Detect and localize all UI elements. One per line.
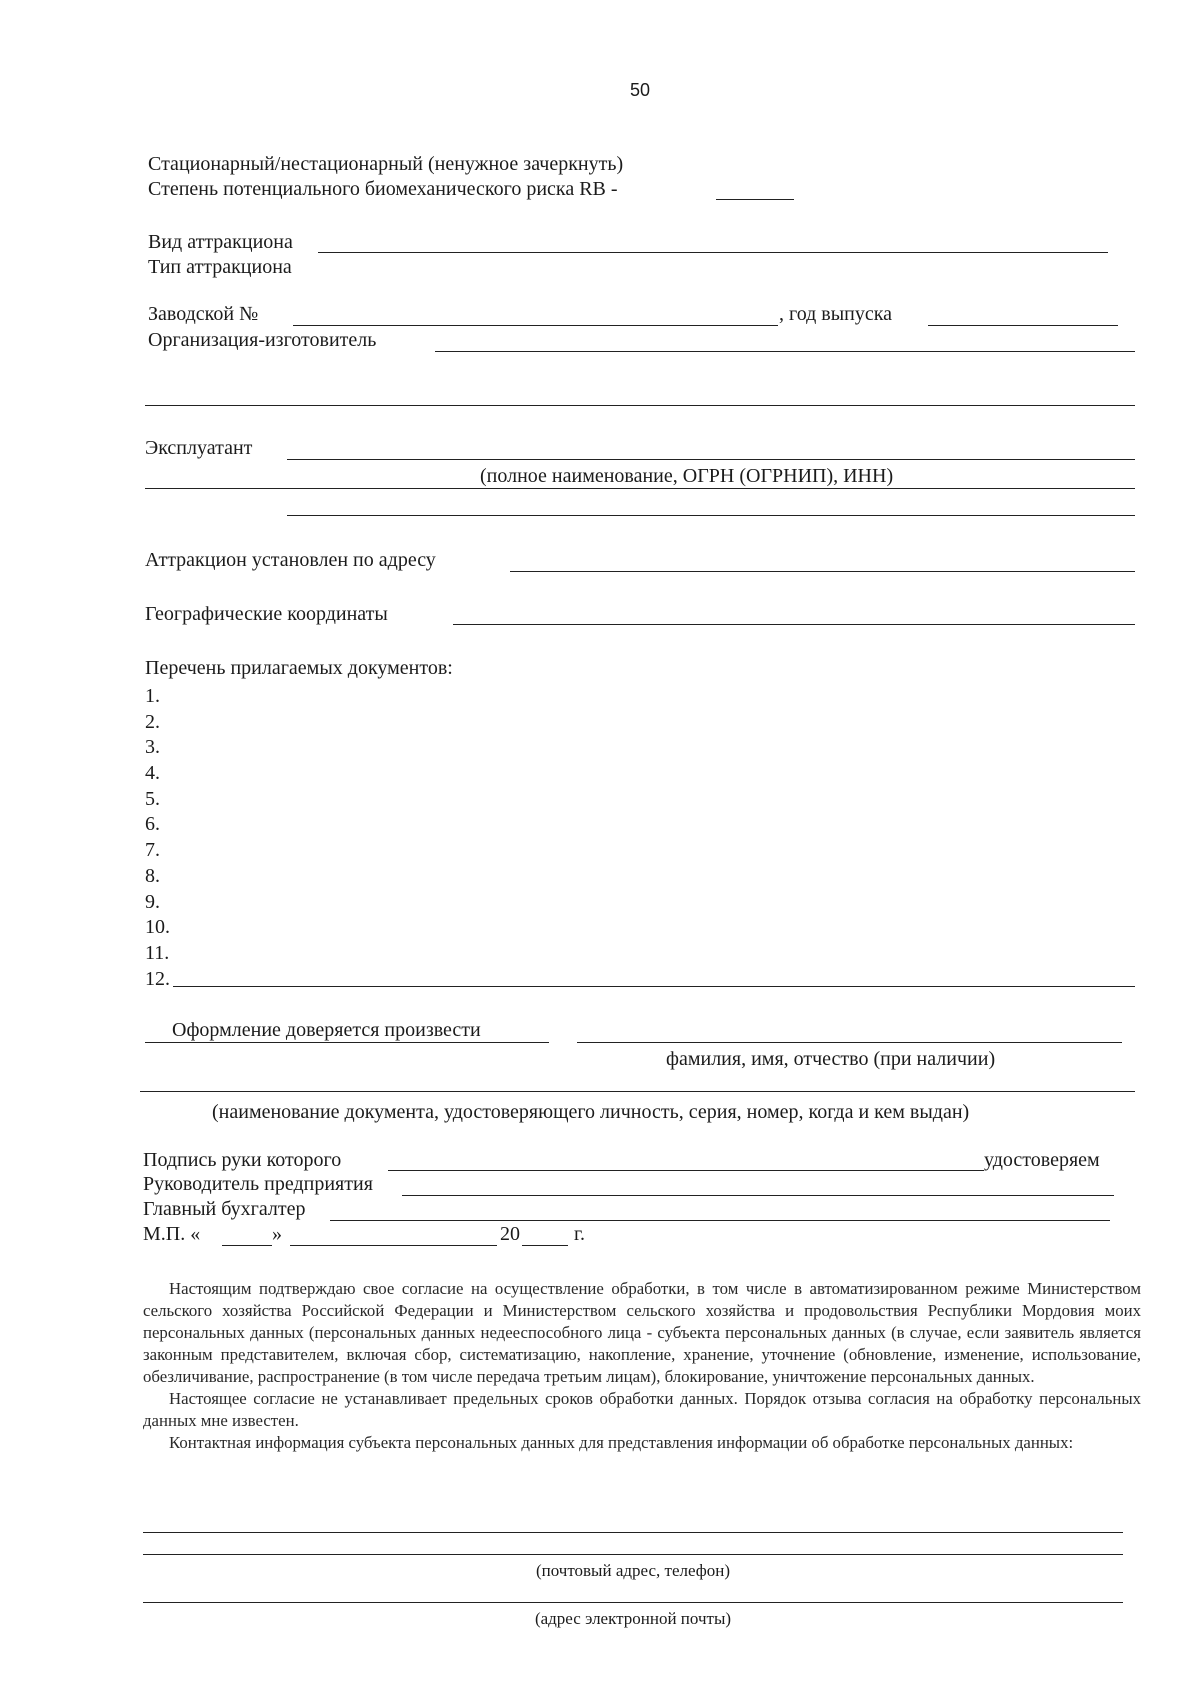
serial-number-label: Заводской № [148, 303, 259, 325]
day-field[interactable] [222, 1245, 272, 1246]
email-caption: (адрес электронной почты) [534, 1609, 732, 1628]
ride-kind-field[interactable] [318, 252, 1108, 253]
operator-field[interactable] [287, 459, 1135, 460]
list-item: 1. [145, 685, 160, 707]
month-field[interactable] [290, 1245, 497, 1246]
accountant-label: Главный бухгалтер [143, 1198, 306, 1220]
list-item: 6. [145, 813, 160, 836]
coordinates-field[interactable] [453, 624, 1135, 625]
delegate-name-field[interactable] [577, 1042, 1122, 1043]
certify-label: удостоверяем [984, 1149, 1100, 1171]
contact-field-2[interactable] [143, 1554, 1123, 1555]
manufacturer-field-extra[interactable] [145, 405, 1135, 406]
ride-type-label: Тип аттракциона [148, 256, 292, 278]
risk-degree-label: Степень потенциального биомеханического риска RB - [148, 178, 618, 200]
operator-field-line2[interactable] [145, 488, 1135, 489]
manufacturer-label: Организация-изготовитель [148, 329, 377, 351]
ride-kind-label: Вид аттракциона [148, 231, 293, 253]
year-suffix-label: г. [574, 1223, 585, 1245]
director-label: Руководитель предприятия [143, 1173, 373, 1195]
list-item: 10. [145, 916, 170, 939]
list-item: 12. [145, 967, 170, 990]
delegation-label: Оформление доверяется произвести [172, 1019, 481, 1041]
list-item: 9. [145, 890, 160, 913]
list-item: 8. [145, 864, 160, 887]
risk-degree-field[interactable] [716, 199, 794, 200]
seal-label: М.П. « [143, 1223, 201, 1245]
list-item: 2. [145, 710, 160, 733]
identity-document-field[interactable] [140, 1091, 1135, 1092]
operator-caption: (полное наименование, ОГРН (ОГРНИП), ИНН) [480, 465, 894, 487]
documents-title: Перечень прилагаемых документов: [145, 657, 453, 679]
consent-paragraph-1: Настоящим подтверждаю свое согласие на осуществление обработки, в том числе в автоматизированном режиме Министерством сельского хозяйства Российской Федерации и Министерством сельского хозяйства и продовольствия Республики Мордовия моих персональных данных (персональных данных недееспособного лица - субъекта персональных данных (в случае, если заявитель является законным представителем, включая сбор, систематизацию, накопление, хранение, уточнение (обновление, изменение, использование, обезличивание, распространение (в том числе передача третьим лицам), блокирование, уничтожение персональных данных. [143, 1279, 1141, 1386]
identity-document-caption: (наименование документа, удостоверяющего личность, серия, номер, когда и кем выдан) [212, 1101, 970, 1123]
list-item: 4. [145, 762, 160, 785]
address-field[interactable] [510, 571, 1135, 572]
document-12-field[interactable] [173, 986, 1135, 987]
list-item: 5. [145, 787, 160, 810]
consent-paragraph-2: Настоящее согласие не устанавливает предельных сроков обработки данных. Порядок отзыва согласия на обработку персональных данных мне известен. [143, 1389, 1141, 1430]
list-item: 11. [145, 941, 170, 964]
documents-list [145, 684, 170, 992]
address-label: Аттракцион установлен по адресу [145, 549, 436, 571]
consent-text [143, 1278, 1141, 1454]
manufacturer-field[interactable] [435, 351, 1135, 352]
page-number: 50 [630, 80, 651, 100]
accountant-field[interactable] [330, 1220, 1110, 1221]
email-field[interactable] [143, 1602, 1123, 1603]
signature-field[interactable] [388, 1170, 984, 1171]
serial-number-field[interactable] [293, 325, 778, 326]
coordinates-label: Географические координаты [145, 603, 388, 625]
year-prefix: 20 [500, 1223, 520, 1245]
signature-label: Подпись руки которого [143, 1149, 342, 1171]
stationary-line: Стационарный/нестационарный (ненужное зачеркнуть) [148, 153, 624, 175]
director-field[interactable] [402, 1195, 1114, 1196]
year-label: , год выпуска [779, 303, 893, 325]
year-field[interactable] [928, 325, 1118, 326]
list-item: 3. [145, 736, 160, 759]
postal-caption: (почтовый адрес, телефон) [535, 1561, 731, 1580]
consent-paragraph-3: Контактная информация субъекта персональных данных для представления информации об обработке персональных данных: [169, 1433, 1074, 1452]
operator-field-line3[interactable] [287, 515, 1135, 516]
list-item: 7. [145, 839, 160, 862]
fio-caption: фамилия, имя, отчество (при наличии) [666, 1048, 996, 1070]
quote-close: » [272, 1223, 282, 1245]
contact-field-1[interactable] [143, 1532, 1123, 1533]
delegation-underline [145, 1042, 549, 1043]
operator-label: Эксплуатант [145, 437, 253, 459]
year-suffix-field[interactable] [522, 1245, 568, 1246]
